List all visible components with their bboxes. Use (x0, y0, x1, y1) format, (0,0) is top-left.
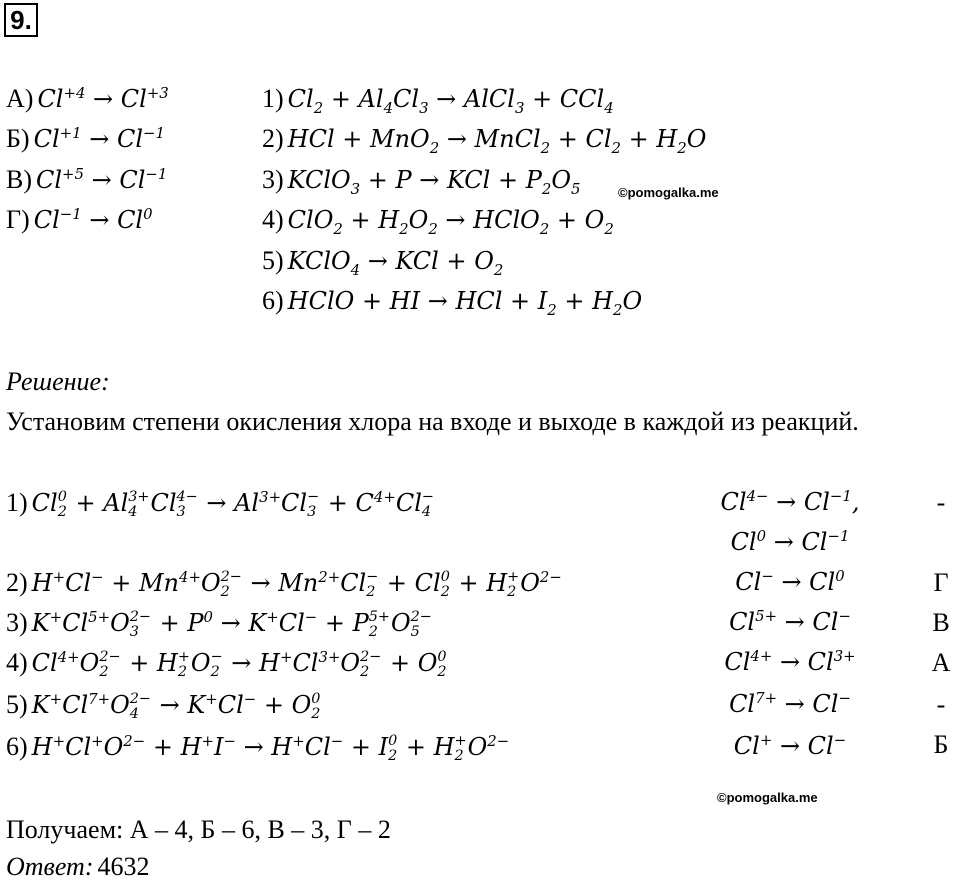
label-a: А) (6, 84, 34, 113)
to-b: Cl (116, 125, 143, 153)
detail-reaction-4: 4) $Cl^{4+}O$ 2− 2 + H + 2 O − 2 → $H^+Cl^{3+}O$ 2− 2 + O 0 2 (6, 648, 447, 680)
detail-change-1b: $Cl^0 \to Cl^{-1}$ (730, 527, 850, 556)
to-sup-g: 0 (143, 205, 153, 223)
detail-label-4: 4) (6, 648, 28, 677)
detail-change-5: $Cl^{7+} \to Cl^-$ (729, 689, 851, 718)
solution-text: Установим степени окисления хлора на входе и выходе в каждой из реакций. (6, 407, 859, 436)
detail-reaction-1: 1) Cl 0 2 + Al 3+ 4 Cl 4− 3 → $Al^{3+}Cl$ − 3 + $C^{4+}Cl$ − 4 (6, 488, 434, 520)
watermark-bottom: ©pomogalka.me (717, 790, 818, 805)
answer-letter-2: Г (933, 568, 949, 597)
from-sup-a: +4 (63, 84, 86, 102)
reaction-label-4: 4) (262, 205, 284, 234)
reaction-label-5: 5) (262, 246, 284, 275)
answer-letter-5: - (936, 690, 946, 719)
condition-b: Б) $Cl^{+1} \to Cl^{-1}$ (6, 124, 165, 153)
reaction-1: 1) $Cl_2 + Al_4Cl_3$ → AlCl$_3$ + CCl$_4$ (262, 84, 614, 117)
label-v: В) (6, 165, 32, 194)
reaction-5: 5) KClO$_4$ → KCl + $O_2$ (262, 246, 504, 279)
reaction-4: 4) $ClO_2 + H_2O_2$ → HClO$_2$ + $O_2$ (262, 205, 614, 238)
condition-v: В) $Cl^{+5} \to Cl^{-1}$ (6, 165, 168, 194)
reaction-label-6: 6) (262, 286, 284, 315)
to-sup-v: −1 (145, 165, 168, 183)
solution-label: Решение: (6, 367, 110, 396)
reaction-2: 2) HCl + MnO$_2$ → MnCl$_2$ + $Cl_2 + H_2O$ (262, 124, 707, 157)
from-sup-v: +5 (62, 165, 84, 183)
detail-reaction-3: 3) $K^+Cl^{5+}O$ 2− 3 + $P^0 \to K^+Cl^- + P$ 5+ 2 O 2− 5 (6, 608, 432, 640)
detail-change-6: Cl+ → Cl− (733, 731, 847, 760)
reaction-6: 6) HClO + HI → HCl + $I_2 + H_2O$ (262, 286, 643, 319)
detail-change-4: $Cl^{4+} \to Cl^{3+}$ (724, 647, 856, 676)
from-sup-b: +1 (59, 124, 82, 142)
to-sup-b: −1 (143, 124, 165, 142)
to-sup-a: +3 (146, 84, 169, 102)
to-v: Cl (119, 166, 146, 194)
watermark-top: ©pomogalka.me (618, 185, 719, 200)
answer-line (6, 852, 149, 882)
to-a: Cl (120, 85, 147, 113)
detail-reaction-2: 2) $H^+Cl^- + Mn^{4+}O$ 2− 2 → $Mn^{2+}Cl$ − 2 + Cl 0 2 + H + 2 $O^{2-}$ (6, 568, 562, 600)
detail-label-2: 2) (6, 568, 28, 597)
label-b: Б) (6, 124, 30, 153)
answer-letter-4: А (931, 648, 951, 677)
from-g: Cl (33, 206, 60, 234)
from-a: Cl (37, 85, 64, 113)
detail-reaction-5: 5) $K^+Cl^{7+}O$ 2− 4 → K+Cl− + O 0 2 (6, 690, 321, 722)
answer-letter-6: Б (933, 730, 949, 759)
answer-label: Ответ: (6, 852, 94, 881)
result-text: Получаем: А – 4, Б – 6, В – 3, Г – 2 (6, 815, 391, 844)
detail-label-5: 5) (6, 690, 28, 719)
from-b: Cl (33, 125, 60, 153)
label-g: Г) (6, 205, 30, 234)
detail-reaction-6: 6) $H^+Cl^+O^{2-} + H^+I^- \to H^+Cl^- + I$ 0 2 + H + 2 $O^{2-}$ (6, 732, 510, 764)
condition-a: А) $Cl^{+4} \to Cl^{+3}$ (6, 84, 169, 113)
answer-letter-1: - (936, 488, 946, 517)
reaction-3: 3) KClO$_3$ + P → KCl + $P_2O_5$ (262, 165, 581, 198)
to-g: Cl (117, 206, 144, 234)
answer-value: 4632 (97, 852, 150, 881)
detail-change-3: $Cl^{5+} \to Cl^-$ (729, 607, 851, 636)
reaction-label-1: 1) (262, 84, 284, 113)
from-sup-g: −1 (59, 205, 82, 223)
reaction-label-3: 3) (262, 165, 284, 194)
detail-change-2: $Cl^- \to Cl^0$ (735, 567, 845, 596)
detail-label-3: 3) (6, 608, 28, 637)
from-v: Cl (36, 166, 63, 194)
task-number: 9. (4, 3, 38, 37)
reaction-label-2: 2) (262, 124, 284, 153)
condition-g: Г) $Cl^{-1} \to Cl^0$ (6, 205, 153, 234)
detail-label-1: 1) (6, 488, 28, 517)
detail-label-6: 6) (6, 732, 28, 761)
detail-change-1a: $Cl^{4-} \to Cl^{-1}$, (720, 487, 860, 516)
answer-letter-3: В (932, 608, 950, 637)
